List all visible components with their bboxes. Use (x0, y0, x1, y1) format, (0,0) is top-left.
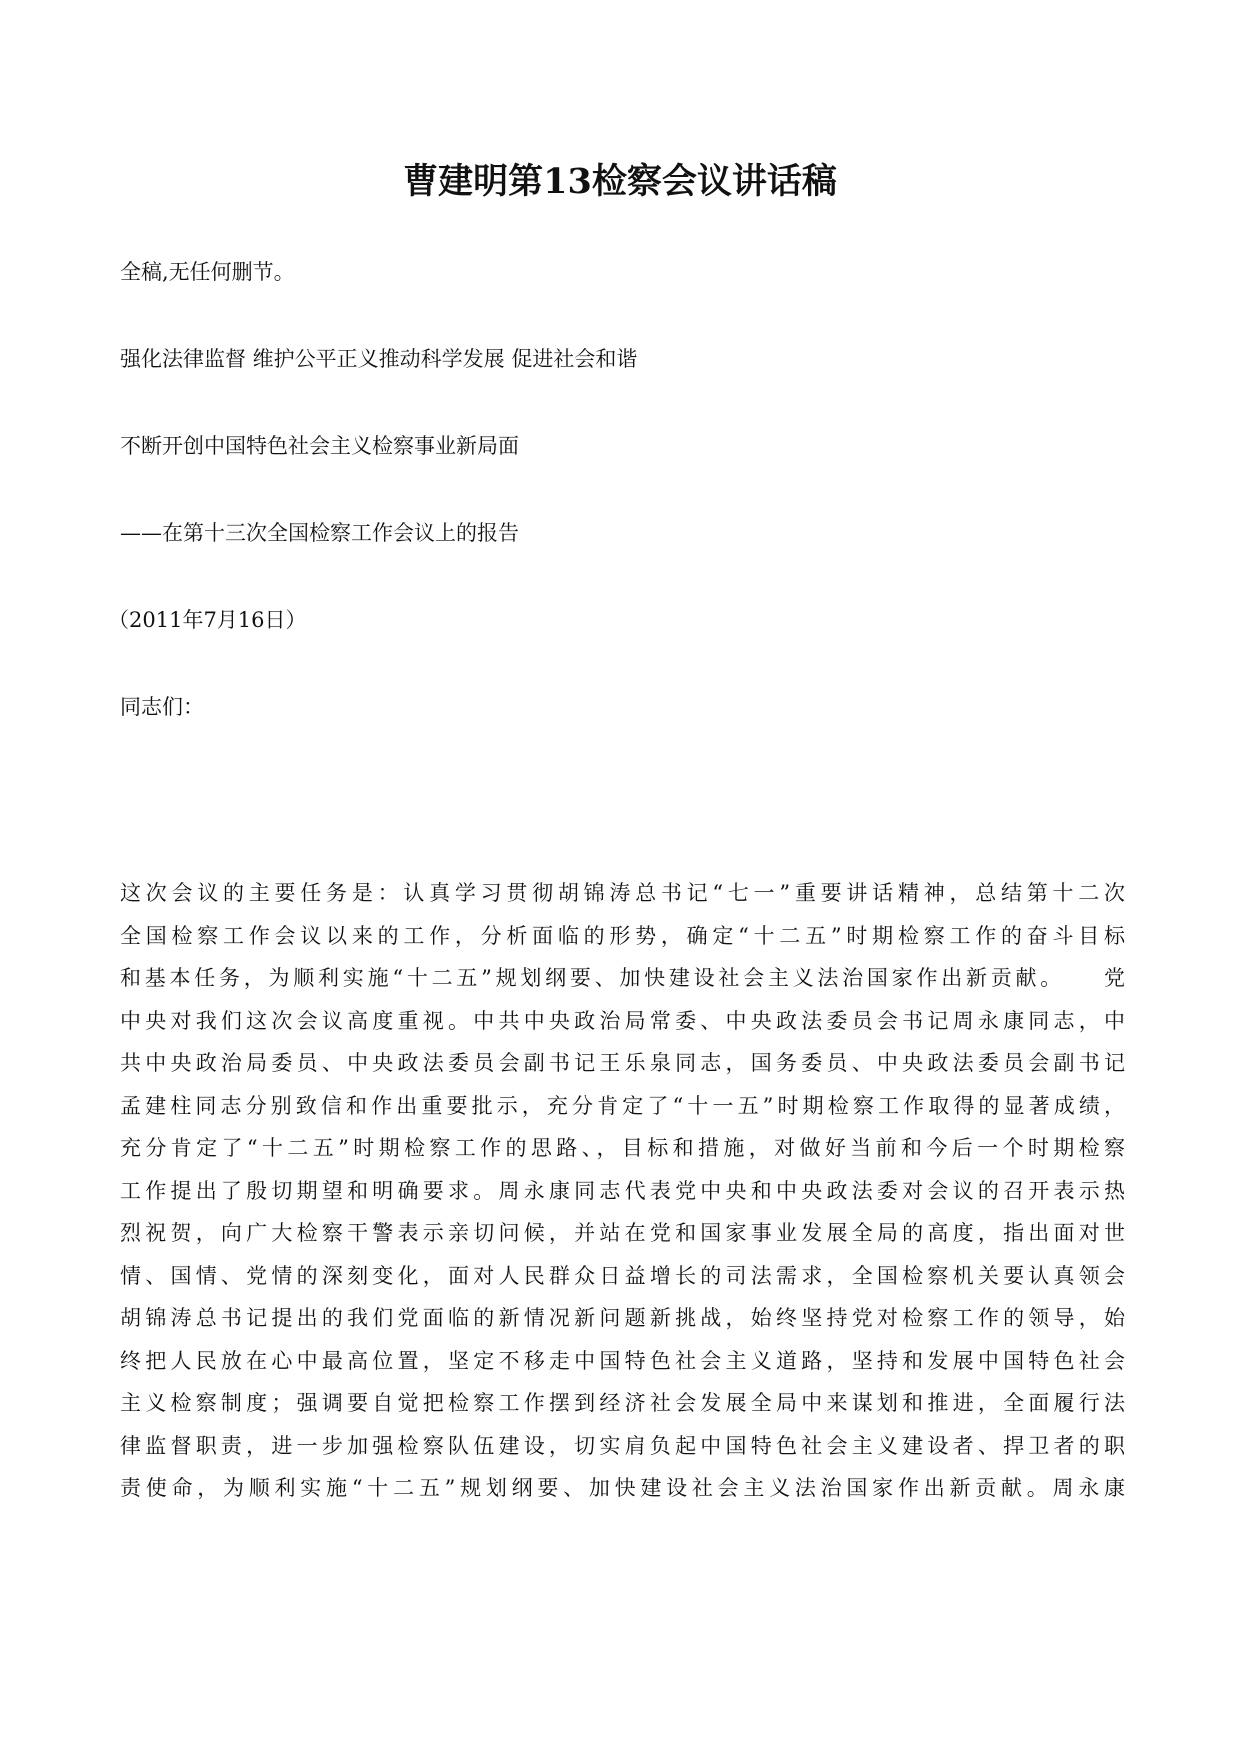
body-line: 共中央政治局委员、中央政法委员会副书记王乐泉同志，国务委员、中央政法委员会副书记 (120, 1051, 1125, 1075)
body-line: 工作提出了殷切期望和明确要求。周永康同志代表党中央和中央政法委对会议的召开表示热 (120, 1178, 1125, 1203)
document-title: 曹建明第13检察会议讲话稿 (403, 161, 837, 202)
body-line: 主义检察制度；强调要自觉把检察工作摆到经济社会发展全局中来谋划和推进，全面履行法 (120, 1391, 1125, 1415)
body-line: 和基本任务，为顺利实施“十二五”规划纲要、加快建设社会主义法治国家作出新贡献。 党 (120, 966, 1125, 990)
body-line: 律监督职责，进一步加强检察队伍建设，切实肩负起中国特色社会主义建设者、捍卫者的职 (120, 1433, 1125, 1458)
body-line: 烈祝贺，向广大检察干警表示亲切问候，并站在党和国家事业发展全局的高度，指出面对世 (120, 1221, 1125, 1245)
body-line: 中央对我们这次会议高度重视。中共中央政治局常委、中央政法委员会书记周永康同志，中 (120, 1008, 1125, 1033)
body-paragraph (120, 872, 1125, 1510)
body-line: 这次会议的主要任务是：认真学习贯彻胡锦涛总书记“七一”重要讲话精神，总结第十二次 (120, 881, 1125, 905)
salutation: 同志们： (120, 695, 204, 719)
body-line: 责使命，为顺利实施“十二五”规划纲要、加快建设社会主义法治国家作出新贡献。周永康 (120, 1476, 1125, 1500)
document-note: 全稿,无任何删节。 (120, 260, 295, 284)
headline-2: 不断开创中国特色社会主义检察事业新局面 (120, 434, 519, 458)
body-line: 胡锦涛总书记提出的我们党面临的新情况新问题新挑战，始终坚持党对检察工作的领导，始 (120, 1306, 1125, 1330)
body-line: 终把人民放在心中最高位置，坚定不移走中国特色社会主义道路，坚持和发展中国特色社会 (120, 1348, 1125, 1373)
report-subtitle: ——在第十三次全国检察工作会议上的报告 (120, 521, 519, 545)
headline-1: 强化法律监督 维护公平正义推动科学发展 促进社会和谐 (120, 347, 638, 371)
body-line: 孟建柱同志分别致信和作出重要批示，充分肯定了“十一五”时期检察工作取得的显著成绩， (120, 1093, 1125, 1118)
body-line: 充分肯定了“十二五”时期检察工作的思路、，目标和措施，对做好当前和今后一个时期检察 (120, 1136, 1125, 1160)
body-line: 情、国情、党情的深刻变化，面对人民群众日益增长的司法需求，全国检察机关要认真领会 (120, 1263, 1125, 1288)
report-date: （2011年7月16日） (108, 608, 307, 632)
body-line: 全国检察工作会议以来的工作，分析面临的形势，确定“十二五”时期检察工作的奋斗目标 (120, 923, 1125, 948)
